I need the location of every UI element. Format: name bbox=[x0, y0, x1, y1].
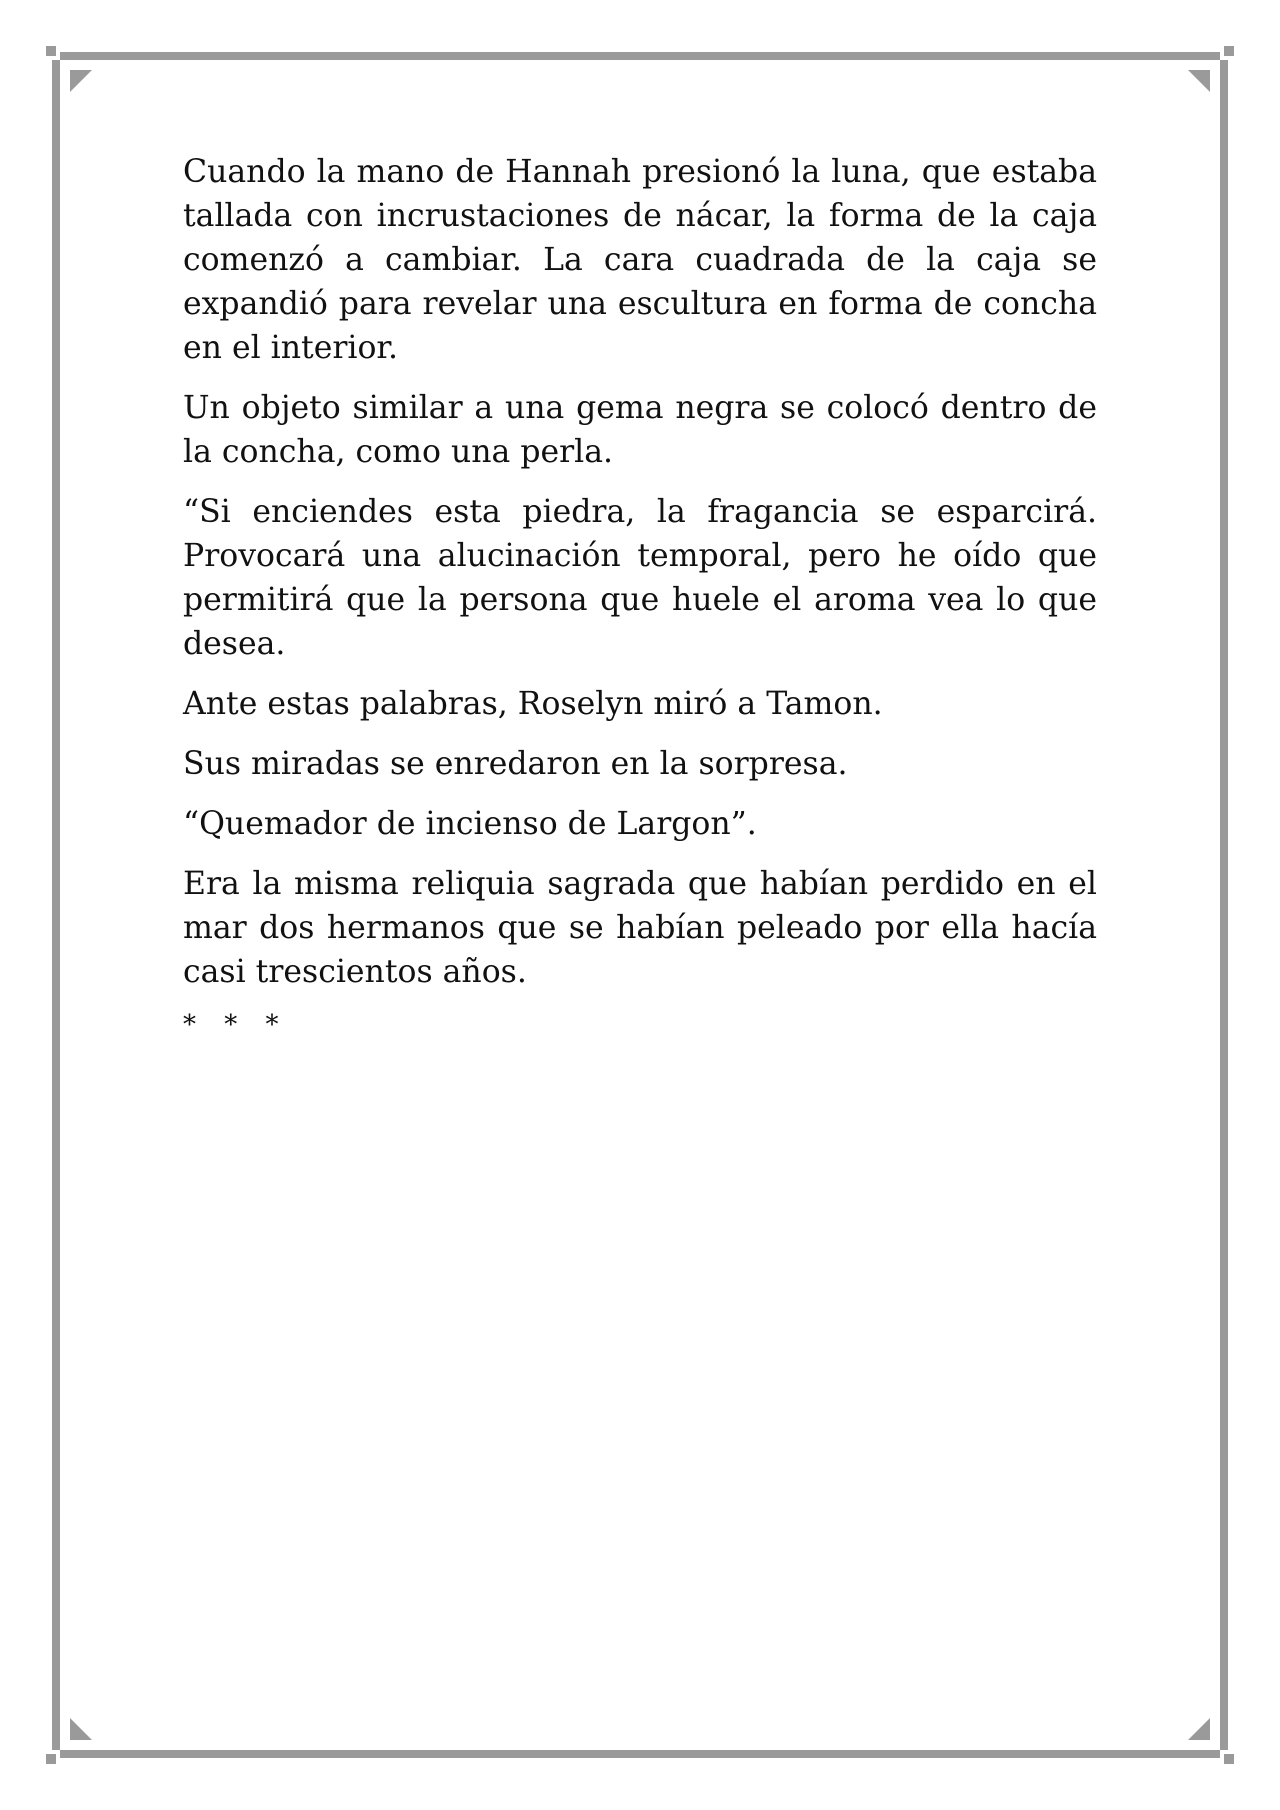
corner-triangle-top-left bbox=[70, 70, 92, 92]
document-body bbox=[183, 150, 1097, 1040]
corner-ornament-bottom-left bbox=[46, 1754, 56, 1764]
frame-top-border bbox=[60, 52, 1220, 60]
scene-separator: * * * bbox=[183, 1010, 289, 1040]
paragraph: Un objeto similar a una gema negra se colocó dentro de la concha, como una perla. bbox=[183, 390, 1097, 470]
paragraph: Sus miradas se enredaron en la sorpresa. bbox=[183, 746, 848, 782]
corner-ornament-top-right bbox=[1224, 46, 1234, 56]
corner-triangle-bottom-left bbox=[70, 1718, 92, 1740]
corner-ornament-top-left bbox=[46, 46, 56, 56]
corner-ornament-bottom-right bbox=[1224, 1754, 1234, 1764]
corner-triangle-bottom-right bbox=[1188, 1718, 1210, 1740]
corner-triangle-top-right bbox=[1188, 70, 1210, 92]
paragraph: Ante estas palabras, Roselyn miró a Tamon. bbox=[183, 686, 883, 722]
paragraph: Cuando la mano de Hannah presionó la luna, que estaba tallada con incrustaciones de nácar, la forma de la caja comenzó a cambiar. La cara cuadrada de la caja se expandió para revelar una escultura en forma de concha en el interior. bbox=[183, 154, 1097, 366]
paragraph: Era la misma reliquia sagrada que habían perdido en el mar dos hermanos que se habían peleado por ella hacía casi trescientos años. bbox=[183, 866, 1097, 990]
frame-left-border bbox=[52, 60, 60, 1750]
paragraph: “Si enciendes esta piedra, la fragancia se esparcirá. Provocará una alucinación temporal, pero he oído que permitirá que la persona que huele el aroma vea lo que desea. bbox=[183, 494, 1097, 662]
frame-bottom-border bbox=[60, 1750, 1220, 1758]
frame-right-border bbox=[1220, 60, 1228, 1750]
paragraph: “Quemador de incienso de Largon”. bbox=[183, 806, 757, 842]
